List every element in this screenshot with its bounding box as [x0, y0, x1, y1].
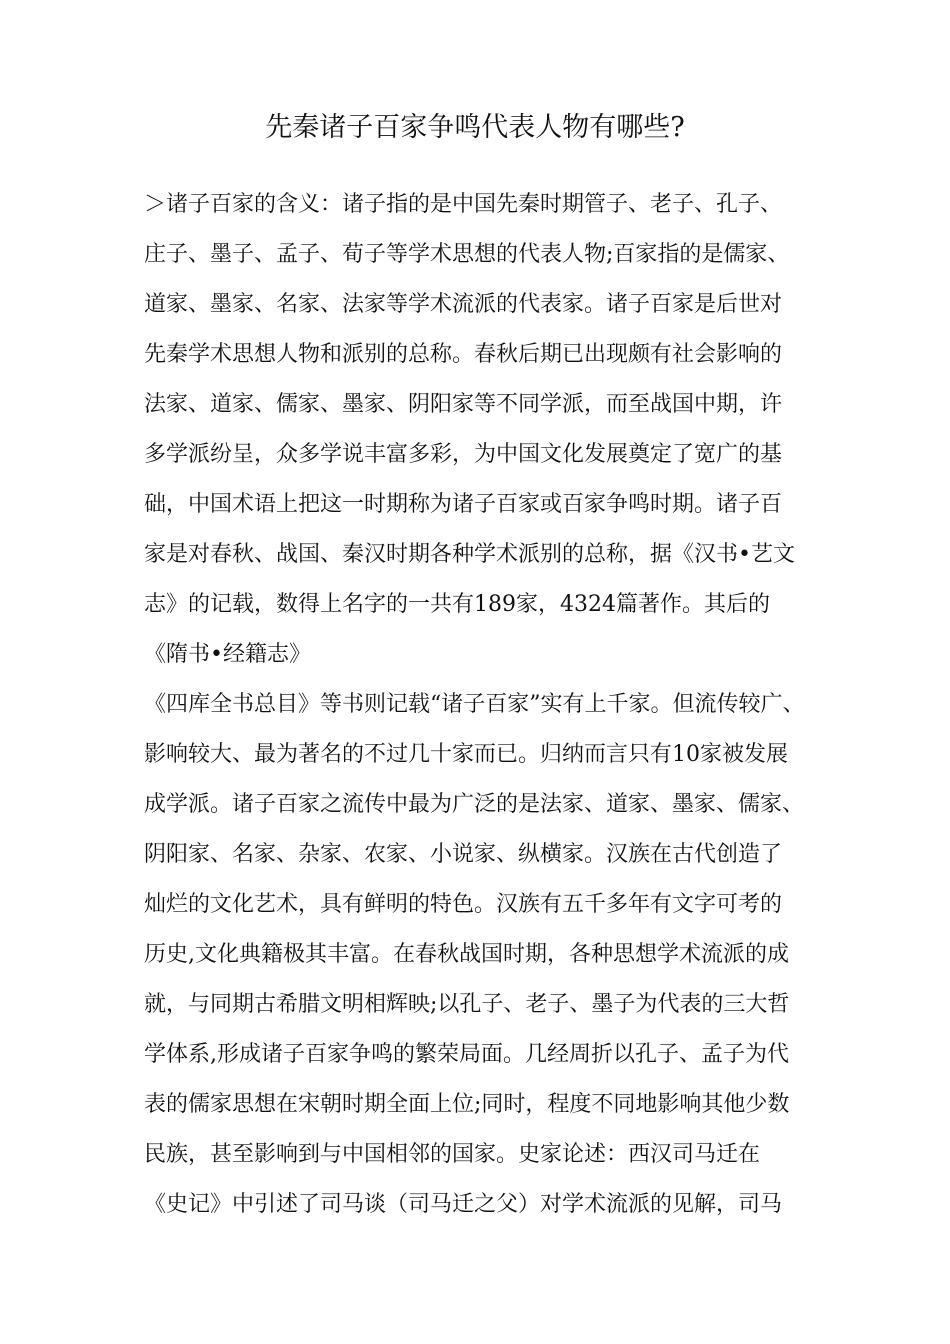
text-line: 阴阳家、名家、杂家、农家、小说家、纵横家。汉族在古代创造了	[144, 842, 783, 867]
text-line: 影响较大、最为著名的不过几十家而已。归纳而言只有10家被发展	[144, 742, 788, 767]
text-line: 历史,文化典籍极其丰富。在春秋战国时期，各种思想学术流派的成	[144, 942, 789, 967]
text-line: 先秦学术思想人物和派别的总称。春秋后期已出现颇有社会影响的	[144, 342, 783, 367]
text-line: 成学派。诸子百家之流传中最为广泛的是法家、道家、墨家、儒家、	[144, 792, 805, 817]
text-line: 就，与同期古希腊文明相辉映;以孔子、老子、墨子为代表的三大哲	[144, 992, 790, 1017]
text-line: ＞诸子百家的含义：诸子指的是中国先秦时期管子、老子、孔子、	[144, 192, 783, 217]
document-body	[144, 180, 834, 1230]
text-line: 《隋书•经籍志》	[144, 642, 311, 667]
text-line: 民族，甚至影响到与中国相邻的国家。史家论述：西汉司马迁在	[144, 1142, 761, 1167]
text-line: 学体系,形成诸子百家争鸣的繁荣局面。几经周折以孔子、孟子为代	[144, 1042, 789, 1067]
text-line: 法家、道家、儒家、墨家、阴阳家等不同学派，而至战国中期，许	[144, 392, 783, 417]
text-line: 道家、墨家、名家、法家等学术流派的代表家。诸子百家是后世对	[144, 292, 783, 317]
text-line: 志》的记载，数得上名字的一共有189家，4324篇著作。其后的	[144, 592, 770, 617]
text-line: 《四库全书总目》等书则记载“诸子百家”实有上千家。但流传较广、	[144, 692, 805, 717]
document-title: 先秦诸子百家争鸣代表人物有哪些?	[265, 112, 685, 143]
text-line: 表的儒家思想在宋朝时期全面上位;同时，程度不同地影响其他少数	[144, 1092, 790, 1117]
text-line: 庄子、墨子、孟子、荀子等学术思想的代表人物;百家指的是儒家、	[144, 242, 790, 267]
text-line: 础，中国术语上把这一时期称为诸子百家或百家争鸣时期。诸子百	[144, 492, 783, 517]
text-line: 灿烂的文化艺术，具有鲜明的特色。汉族有五千多年有文字可考的	[144, 892, 783, 917]
text-line: 《史记》中引述了司马谈（司马迁之父）对学术流派的见解，司马	[144, 1192, 783, 1217]
text-line: 多学派纷呈，众多学说丰富多彩，为中国文化发展奠定了宽广的基	[144, 442, 783, 467]
text-line: 家是对春秋、战国、秦汉时期各种学术派别的总称，据《汉书•艺文	[144, 542, 795, 567]
